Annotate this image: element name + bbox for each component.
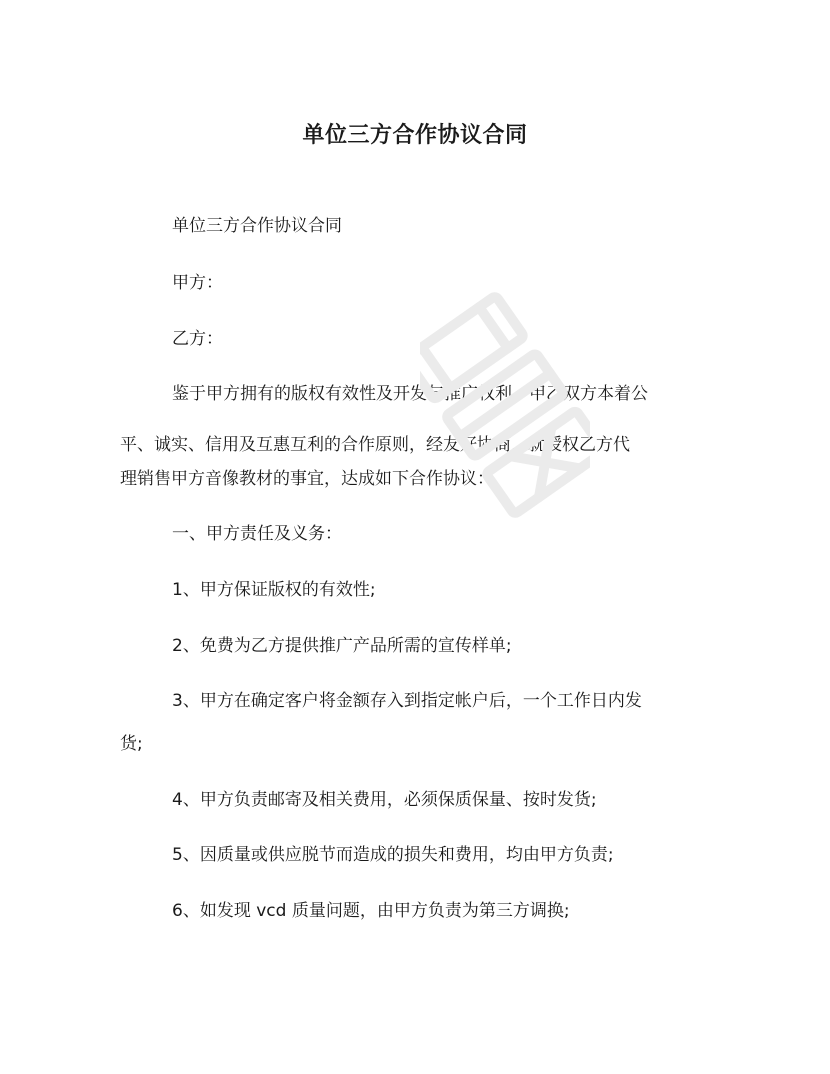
party-b-line: 乙方： — [172, 329, 223, 349]
party-a-line: 甲方： — [172, 273, 223, 293]
clause-5: 5、因质量或供应脱节而造成的损失和费用，均由甲方负责; — [172, 845, 614, 865]
clause-3-line-1: 3、甲方在确定客户将金额存入到指定帐户后，一个工作日内发 — [172, 691, 642, 711]
clause-1: 1、甲方保证版权的有效性; — [172, 580, 376, 600]
section-1-heading: 一、甲方责任及义务： — [172, 524, 342, 544]
preamble-line-2: 平、诚实、信用及互惠互利的合作原则，经友好协商，就授权乙方代 — [120, 435, 630, 455]
clause-2: 2、免费为乙方提供推广产品所需的宣传样单; — [172, 636, 512, 656]
clause-3-line-2: 货; — [120, 734, 143, 754]
subtitle-line: 单位三方合作协议合同 — [172, 216, 342, 236]
preamble-line-3: 理销售甲方音像教材的事宜，达成如下合作协议： — [120, 469, 494, 489]
clause-4: 4、甲方负责邮寄及相关费用，必须保质保量、按时发货; — [172, 790, 597, 810]
clause-6: 6、如发现 vcd 质量问题，由甲方负责为第三方调换; — [172, 901, 570, 921]
document-title: 单位三方合作协议合同 — [302, 123, 528, 148]
preamble-line-1: 鉴于甲方拥有的版权有效性及开发与推广权利，甲乙双方本着公 — [172, 384, 648, 404]
